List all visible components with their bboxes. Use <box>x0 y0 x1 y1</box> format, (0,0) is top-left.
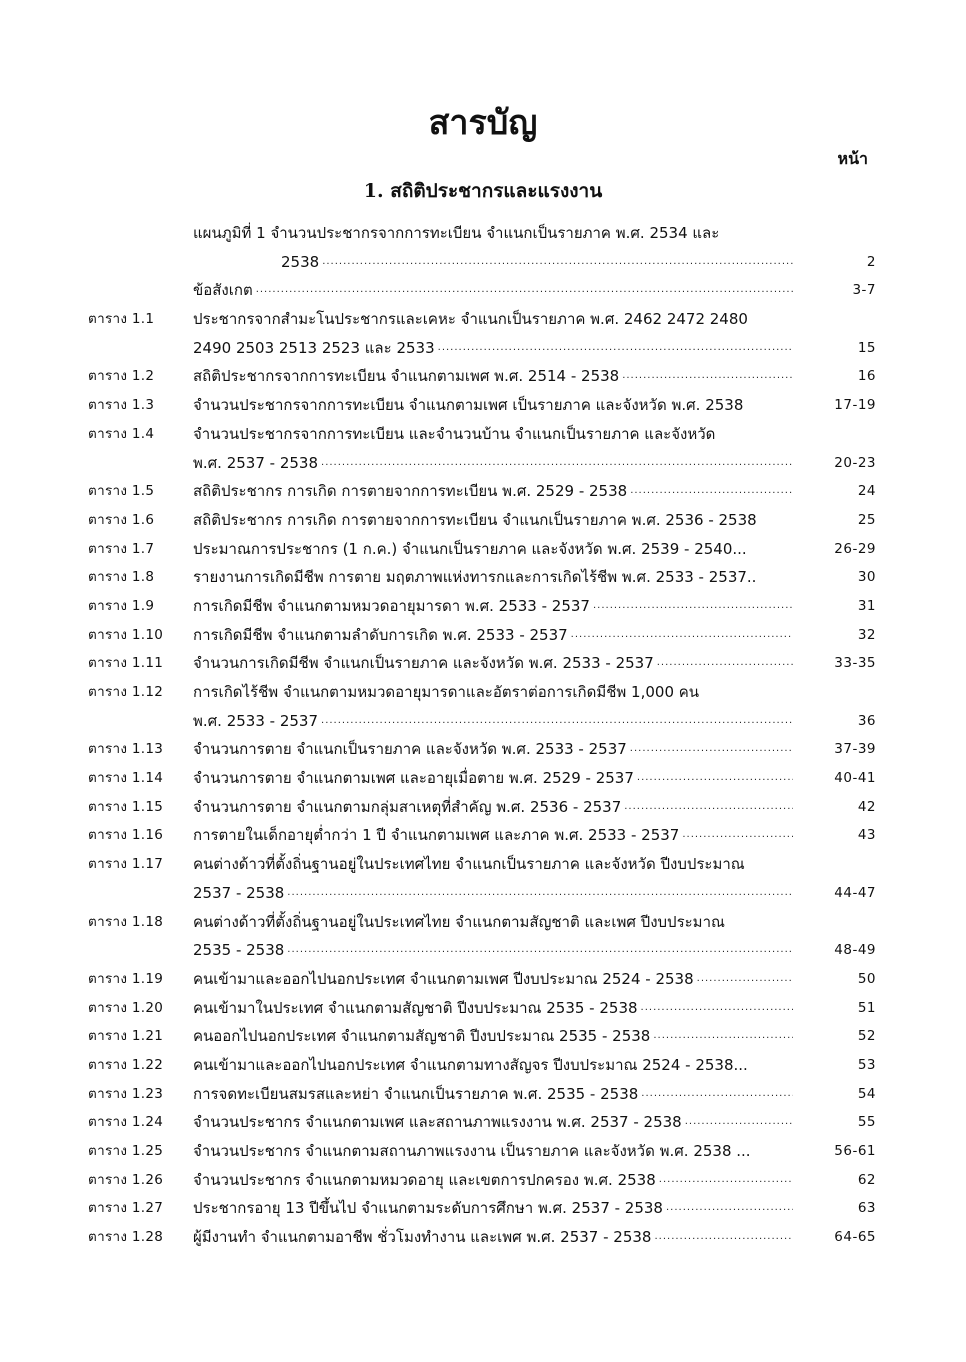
toc-entry-label: ตาราง 1.6 <box>88 511 155 528</box>
toc-entry-label: ตาราง 1.5 <box>88 483 155 500</box>
toc-entry-label: ตาราง 1.8 <box>88 569 155 586</box>
toc-entry <box>0 420 966 477</box>
toc-entry-label: ตาราง 1.3 <box>88 397 155 414</box>
toc-entry <box>0 1080 966 1109</box>
dot-leader <box>630 477 793 506</box>
toc-entry <box>0 764 966 793</box>
toc-entry-text: 2538 <box>281 252 320 271</box>
toc-line <box>0 449 966 478</box>
toc-entry-label: ตาราง 1.17 <box>88 856 164 873</box>
table-of-contents <box>0 219 966 1252</box>
toc-entry <box>0 793 966 822</box>
dot-leader <box>630 735 793 764</box>
toc-entry-label: ตาราง 1.7 <box>88 540 155 557</box>
toc-line <box>0 362 966 391</box>
dot-leader <box>666 1194 793 1223</box>
toc-page-number: 42 <box>857 798 876 815</box>
toc-line <box>0 936 966 965</box>
toc-line <box>0 535 966 564</box>
toc-page-number: 63 <box>857 1200 876 1217</box>
dot-leader <box>654 1223 793 1252</box>
toc-entry <box>0 362 966 391</box>
toc-entry <box>0 821 966 850</box>
toc-line <box>0 850 966 879</box>
dot-leader <box>593 592 793 621</box>
dot-leader <box>641 1080 793 1109</box>
toc-page-number: 50 <box>857 970 876 987</box>
toc-entry <box>0 649 966 678</box>
toc-line <box>0 420 966 449</box>
toc-page-number: 3-7 <box>852 282 876 299</box>
toc-entry <box>0 1137 966 1166</box>
toc-line <box>0 621 966 650</box>
toc-page-number: 56-61 <box>834 1143 876 1159</box>
toc-line <box>0 1080 966 1109</box>
toc-entry-label: ตาราง 1.16 <box>88 827 164 844</box>
toc-entry-text: การเกิดมีชีพ จำแนกตามลำดับการเกิด พ.ศ. 2533 - 2537 <box>193 625 568 644</box>
dot-leader <box>659 1166 793 1195</box>
toc-entry-text: คนเข้ามาและออกไปนอกประเทศ จำแนกตามเพศ ปีงบประมาณ 2524 - 2538 <box>193 969 694 988</box>
toc-page-number: 26-29 <box>834 540 876 557</box>
toc-entry-label: ตาราง 1.23 <box>88 1085 164 1102</box>
toc-page-number: 16 <box>857 368 876 385</box>
toc-entry-text: จำนวนการเกิดมีชีพ จำแนกเป็นรายภาค และจังหวัด พ.ศ. 2533 - 2537 <box>193 654 654 673</box>
dot-leader <box>682 821 793 850</box>
toc-page-number: 33-35 <box>834 655 876 672</box>
toc-line <box>0 678 966 707</box>
toc-line <box>0 821 966 850</box>
toc-page-number: 64-65 <box>834 1229 876 1246</box>
toc-entry-label: ตาราง 1.18 <box>88 913 164 930</box>
toc-entry-label: ตาราง 1.15 <box>88 798 164 815</box>
toc-entry-label: ตาราง 1.9 <box>88 597 155 614</box>
toc-entry <box>0 908 966 965</box>
toc-entry-text: คนออกไปนอกประเทศ จำแนกตามสัญชาติ ปีงบประมาณ 2535 - 2538 <box>193 1027 651 1046</box>
toc-entry-text: จำนวนประชากร จำแนกตามเพศ และสถานภาพแรงงาน พ.ศ. 2537 - 2538 <box>193 1113 682 1132</box>
toc-line <box>0 1137 966 1166</box>
toc-line <box>0 793 966 822</box>
toc-entry <box>0 965 966 994</box>
toc-entry <box>0 1051 966 1080</box>
dot-leader <box>624 793 793 822</box>
toc-entry <box>0 1108 966 1137</box>
toc-line <box>0 1223 966 1252</box>
toc-line <box>0 879 966 908</box>
toc-line <box>0 908 966 937</box>
toc-entry-text: 2490 2503 2513 2523 และ 2533 <box>193 338 435 357</box>
dot-leader <box>322 248 793 277</box>
toc-entry <box>0 1194 966 1223</box>
toc-line <box>0 1194 966 1223</box>
toc-page-number: 15 <box>857 339 876 356</box>
toc-entry-text: จำนวนประชากรจากการทะเบียน จำแนกตามเพศ เป็นรายภาค และจังหวัด พ.ศ. 2538 <box>193 396 744 415</box>
toc-entry-label: ตาราง 1.28 <box>88 1229 164 1246</box>
toc-entry-label: ตาราง 1.4 <box>88 425 155 442</box>
toc-entry-label: ตาราง 1.12 <box>88 684 164 700</box>
toc-entry-label: ตาราง 1.24 <box>88 1114 164 1131</box>
toc-entry <box>0 994 966 1023</box>
toc-entry-label: ตาราง 1.1 <box>88 311 155 328</box>
toc-entry-label: ตาราง 1.25 <box>88 1143 164 1159</box>
toc-entry <box>0 506 966 535</box>
toc-page-number: 40-41 <box>834 770 876 787</box>
dot-leader <box>653 1022 793 1051</box>
toc-page-number: 25 <box>857 511 876 528</box>
toc-line <box>0 592 966 621</box>
toc-entry-label: ตาราง 1.21 <box>88 1028 164 1045</box>
toc-entry-label: ตาราง 1.26 <box>88 1171 164 1188</box>
toc-entry-text: ประชากรจากสำมะโนประชากรและเคหะ จำแนกเป็นรายภาค พ.ศ. 2462 2472 2480 <box>193 310 748 329</box>
dot-leader <box>685 1108 793 1137</box>
toc-line <box>0 1108 966 1137</box>
toc-entry-text: การเกิดไร้ชีพ จำแนกตามหมวดอายุมารดาและอัตราต่อการเกิดมีชีพ 1,000 คน <box>193 683 700 701</box>
toc-line <box>0 305 966 334</box>
toc-entry-text: ประชากรอายุ 13 ปีขึ้นไป จำแนกตามระดับการศึกษา พ.ศ. 2537 - 2538 <box>193 1199 663 1218</box>
dot-leader <box>438 334 793 363</box>
toc-line <box>0 649 966 678</box>
toc-page-number: 52 <box>857 1028 876 1045</box>
toc-line <box>0 276 966 305</box>
toc-page-number: 24 <box>857 483 876 500</box>
toc-line <box>0 219 966 248</box>
toc-page-number: 54 <box>857 1085 876 1102</box>
toc-entry-label: ตาราง 1.13 <box>88 741 164 758</box>
toc-entry-label: ตาราง 1.14 <box>88 770 164 787</box>
dot-leader <box>256 276 793 305</box>
toc-entry-text: จำนวนประชากร จำแนกตามสถานภาพแรงงาน เป็นรายภาค และจังหวัด พ.ศ. 2538 ... <box>193 1142 751 1160</box>
toc-line <box>0 391 966 420</box>
toc-entry-text: การตายในเด็กอายุต่ำกว่า 1 ปี จำแนกตามเพศ และภาค พ.ศ. 2533 - 2537 <box>193 826 680 845</box>
toc-entry <box>0 850 966 907</box>
section-title: 1. สถิติประชากรและแรงงาน <box>363 180 603 202</box>
toc-entry-label: ตาราง 1.20 <box>88 999 164 1016</box>
toc-line <box>0 248 966 277</box>
toc-entry-text: พ.ศ. 2537 - 2538 <box>193 453 319 472</box>
toc-line <box>0 707 966 736</box>
toc-entry-label: ตาราง 1.22 <box>88 1056 164 1073</box>
toc-entry-label: ตาราง 1.11 <box>88 655 164 672</box>
toc-page-number: 2 <box>866 253 876 270</box>
toc-entry-text: แผนภูมิที่ 1 จำนวนประชากรจากการทะเบียน จำแนกเป็นรายภาค พ.ศ. 2534 และ <box>193 224 720 242</box>
toc-line <box>0 965 966 994</box>
toc-entry-text: คนเข้ามาและออกไปนอกประเทศ จำแนกตามทางสัญจร ปีงบประมาณ 2524 - 2538... <box>193 1055 748 1074</box>
toc-entry-text: สถิติประชากร การเกิด การตายจากการทะเบียน พ.ศ. 2529 - 2538 <box>193 482 628 501</box>
toc-entry-text: พ.ศ. 2533 - 2537 <box>193 711 319 730</box>
toc-entry-text: รายงานการเกิดมีชีพ การตาย มฤตภาพแห่งทารกและการเกิดไร้ชีพ พ.ศ. 2533 - 2537.. <box>193 568 757 587</box>
toc-entry-text: จำนวนประชากรจากการทะเบียน และจำนวนบ้าน จำแนกเป็นรายภาค และจังหวัด <box>193 424 716 443</box>
toc-entry-text: จำนวนการตาย จำแนกเป็นรายภาค และจังหวัด พ.ศ. 2533 - 2537 <box>193 740 627 759</box>
toc-entry <box>0 219 966 276</box>
toc-entry <box>0 1022 966 1051</box>
toc-entry-text: ประมาณการประชากร (1 ก.ค.) จำแนกเป็นรายภาค และจังหวัด พ.ศ. 2539 - 2540... <box>193 539 747 558</box>
toc-line <box>0 477 966 506</box>
toc-entry <box>0 563 966 592</box>
toc-entry <box>0 678 966 735</box>
toc-entry-text: คนเข้ามาในประเทศ จำแนกตามสัญชาติ ปีงบประมาณ 2535 - 2538 <box>193 998 638 1017</box>
toc-page-number: 20-23 <box>834 454 876 471</box>
dot-leader <box>287 936 793 965</box>
toc-entry-label: ตาราง 1.27 <box>88 1200 164 1217</box>
toc-entry-text: จำนวนการตาย จำแนกตามกลุ่มสาเหตุที่สำคัญ พ.ศ. 2536 - 2537 <box>193 797 622 816</box>
dot-leader <box>637 764 793 793</box>
toc-page-number: 51 <box>857 999 876 1016</box>
toc-entry-text: 2537 - 2538 <box>193 883 285 902</box>
toc-entry-text: การเกิดมีชีพ จำแนกตามหมวดอายุมารดา พ.ศ. 2533 - 2537 <box>193 596 590 615</box>
toc-entry-text: การจดทะเบียนสมรสและหย่า จำแนกเป็นรายภาค พ.ศ. 2535 - 2538 <box>193 1084 639 1103</box>
toc-entry-text: ผู้มีงานทำ จำแนกตามอาชีพ ชั่วโมงทำงาน และเพศ พ.ศ. 2537 - 2538 <box>193 1228 652 1247</box>
dot-leader <box>321 707 793 736</box>
toc-line <box>0 735 966 764</box>
toc-entry-text: สถิติประชากร การเกิด การตายจากการทะเบียน จำแนกเป็นรายภาค พ.ศ. 2536 - 2538 <box>193 510 757 529</box>
dot-leader <box>287 879 793 908</box>
toc-entry-text: ข้อสังเกต <box>193 281 253 300</box>
toc-line <box>0 334 966 363</box>
toc-line <box>0 764 966 793</box>
toc-entry-label: ตาราง 1.19 <box>88 970 164 987</box>
toc-line <box>0 994 966 1023</box>
toc-entry <box>0 391 966 420</box>
dot-leader <box>571 621 793 650</box>
toc-page-number: 53 <box>857 1056 876 1073</box>
toc-page-number: 17-19 <box>834 397 876 414</box>
page-title: สารบัญ <box>428 103 538 143</box>
page-column-header: หน้า <box>837 149 868 168</box>
dot-leader <box>622 362 793 391</box>
toc-line <box>0 1051 966 1080</box>
toc-entry <box>0 535 966 564</box>
toc-page-number: 62 <box>857 1171 876 1188</box>
toc-entry-text: จำนวนประชากร จำแนกตามหมวดอายุ และเขตการปกครอง พ.ศ. 2538 <box>193 1170 656 1189</box>
toc-line <box>0 506 966 535</box>
toc-entry-text: จำนวนการตาย จำแนกตามเพศ และอายุเมื่อตาย พ.ศ. 2529 - 2537 <box>193 769 634 788</box>
toc-page-number: 44-47 <box>834 884 876 901</box>
toc-page-number: 37-39 <box>834 741 876 758</box>
toc-entry-label: ตาราง 1.10 <box>88 626 164 643</box>
toc-page-number: 31 <box>857 597 876 614</box>
dot-leader <box>641 994 793 1023</box>
dot-leader <box>321 449 793 478</box>
toc-line <box>0 563 966 592</box>
toc-entry <box>0 305 966 362</box>
toc-page-number: 36 <box>857 712 876 729</box>
toc-page-number: 43 <box>857 827 876 844</box>
toc-entry-label: ตาราง 1.2 <box>88 368 155 385</box>
dot-leader <box>697 965 793 994</box>
toc-entry <box>0 735 966 764</box>
toc-entry <box>0 1166 966 1195</box>
toc-line <box>0 1022 966 1051</box>
toc-entry <box>0 477 966 506</box>
toc-entry-text: 2535 - 2538 <box>193 941 285 960</box>
toc-entry <box>0 592 966 621</box>
toc-page-number: 30 <box>857 569 876 586</box>
toc-page-number: 32 <box>857 626 876 643</box>
dot-leader <box>657 649 793 678</box>
toc-entry <box>0 276 966 305</box>
toc-entry-text: สถิติประชากรจากการทะเบียน จำแนกตามเพศ พ.ศ. 2514 - 2538 <box>193 367 620 386</box>
toc-entry <box>0 1223 966 1252</box>
toc-entry-text: คนต่างด้าวที่ตั้งถิ่นฐานอยู่ในประเทศไทย จำแนกตามสัญชาติ และเพศ ปีงบประมาณ <box>193 912 725 931</box>
toc-page-number: 55 <box>857 1114 876 1131</box>
toc-line <box>0 1166 966 1195</box>
toc-page-number: 48-49 <box>834 942 876 959</box>
toc-entry-text: คนต่างด้าวที่ตั้งถิ่นฐานอยู่ในประเทศไทย จำแนกเป็นรายภาค และจังหวัด ปีงบประมาณ <box>193 855 745 874</box>
toc-entry <box>0 621 966 650</box>
